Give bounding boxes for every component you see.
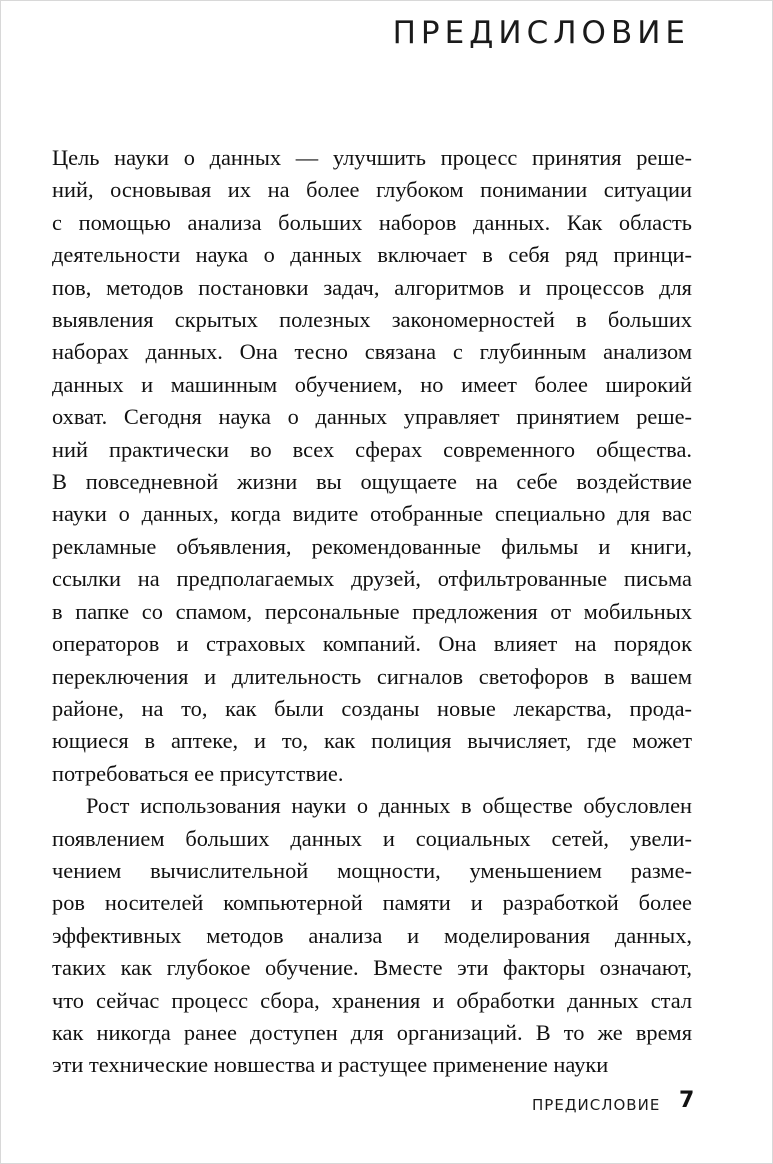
text-line: пов, методов постановки задач, алгоритмов и процессов для xyxy=(52,274,692,300)
text-line: таких как глубокое обучение. Вместе эти факторы означают, xyxy=(52,955,692,981)
text-line: охват. Сегодня наука о данных управляет принятием реше- xyxy=(52,404,692,430)
text-line: чением вычислительной мощности, уменьшением разме- xyxy=(52,857,692,883)
text-line: науки о данных, когда видите отобранные специально для вас xyxy=(52,501,692,527)
text-line: переключения и длительность сигналов светофоров в вашем xyxy=(52,663,692,689)
text-line: наборах данных. Она тесно связана с глубинным анализом xyxy=(52,339,692,365)
paragraph xyxy=(52,790,692,1082)
text-line: районе, на то, как были созданы новые лекарства, прода- xyxy=(52,695,692,721)
text-line: деятельности наука о данных включает в себя ряд принци- xyxy=(52,242,692,268)
text-line: ссылки на предполагаемых друзей, отфильтрованные письма xyxy=(52,566,692,592)
text-line: данных и машинным обучением, но имеет более широкий xyxy=(52,371,692,397)
text-line: рекламные объявления, рекомендованные фильмы и книги, xyxy=(52,533,692,559)
text-line: ний практически во всех сферах современного общества. xyxy=(52,436,692,462)
text-line: Цель науки о данных — улучшить процесс принятия реше- xyxy=(52,145,692,170)
text-line: эти технические новшества и растущее применение науки xyxy=(52,1052,609,1078)
text-line: операторов и страховых компаний. Она влияет на порядок xyxy=(52,631,692,657)
text-line: с помощью анализа больших наборов данных. Как область xyxy=(52,209,692,235)
text-line: В повседневной жизни вы ощущаете на себе воздействие xyxy=(52,469,692,495)
text-line: ний, основывая их на более глубоком понимании ситуации xyxy=(52,177,692,203)
text-line: потребоваться ее присутствие. xyxy=(52,760,344,786)
text-line: ющиеся в аптеке, и то, как полиция вычисляет, где может xyxy=(52,728,692,754)
paragraph xyxy=(52,142,692,790)
text-line: Рост использования науки о данных в обществе обусловлен xyxy=(86,793,692,819)
running-head: ПРЕДИСЛОВИЕ xyxy=(532,1096,661,1114)
text-line: выявления скрытых полезных закономерностей в больших xyxy=(52,307,692,333)
page-footer xyxy=(1,1088,772,1122)
text-line: в папке со спамом, персональные предложения от мобильных xyxy=(52,598,692,624)
text-line: ров носителей компьютерной памяти и разработкой более xyxy=(52,890,692,916)
body-text xyxy=(52,142,692,1082)
text-line: что сейчас процесс сбора, хранения и обработки данных стал xyxy=(52,987,692,1013)
text-line: как никогда ранее доступен для организаций. В то же время xyxy=(52,1019,692,1045)
text-line: эффективных методов анализа и моделирования данных, xyxy=(52,922,692,948)
text-line: появлением больших данных и социальных сетей, увели- xyxy=(52,825,692,851)
chapter-title: ПРЕДИСЛОВИЕ xyxy=(392,15,690,51)
page-number: 7 xyxy=(679,1088,695,1113)
